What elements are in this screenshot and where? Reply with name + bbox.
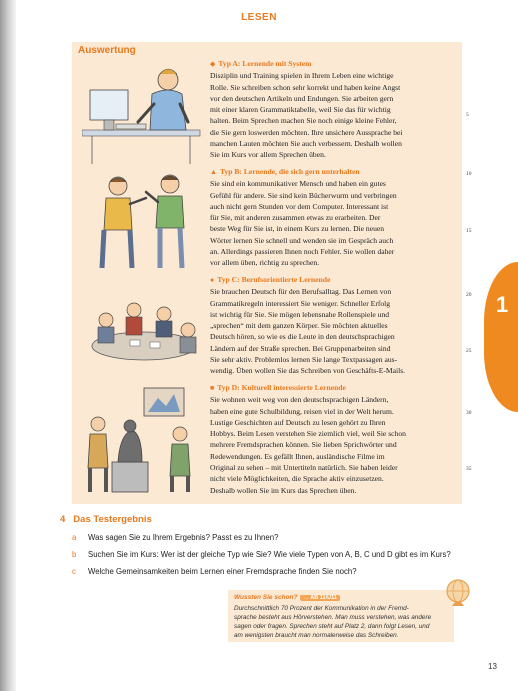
- type-a-section: [210, 58, 458, 161]
- text-line: Gefühl für andere. Sie sind kein Bücherwurm und verbringen: [210, 190, 397, 200]
- text-line: Disziplin und Training spielen in Ihrem Leben eine wichtige: [210, 71, 394, 81]
- text-line: haben eine gute Schulbildung, reisen viel in der Welt herum.: [210, 406, 394, 416]
- line-number: 20: [466, 292, 472, 298]
- book-spine-shadow: [0, 0, 16, 691]
- text-line: halten. Beim Sprechen machen Sie noch einige kleine Fehler,: [210, 116, 397, 126]
- info-box-text: [234, 604, 448, 640]
- text-line: die Sie gern loswerden möchten. Ihre unsichere Aussprache bei: [210, 127, 403, 137]
- text-line: nicht viele Möglichkeiten, die Sprache aktiv einzusetzen.: [210, 474, 384, 484]
- line-number: 30: [466, 410, 472, 416]
- info-line: Durchschnittlich 70 Prozent der Kommunikation in der Fremd-: [234, 605, 409, 612]
- type-b-section: [210, 166, 458, 269]
- text-line: Deshalb wollen Sie im Kurs das Sprechen üben.: [210, 485, 357, 495]
- task-title: [60, 514, 152, 525]
- question-c: [72, 567, 357, 576]
- info-line: sprache besteht aus Hörverstehen. Man muss verstehen, was andere: [234, 614, 432, 621]
- question-letter: c: [72, 567, 76, 576]
- text-line: Redewendungen. Es gefällt Ihnen, ausländische Filme im: [210, 451, 385, 461]
- text-line: vor allem üben, richtig zu sprechen.: [210, 258, 320, 268]
- type-b-heading: Typ B: Lernende, die sich gern unterhalten: [219, 167, 360, 176]
- globe-icon: [444, 578, 472, 610]
- question-text: Welche Gemeinsamkeiten beim Lernen einer Fremdsprache finden Sie noch?: [88, 567, 357, 576]
- text-line: Rolle. Sie schreiben schon sehr korrekt und haben keine Angst: [210, 82, 401, 92]
- question-letter: a: [72, 533, 77, 542]
- text-line: Sie wohnen weit weg von den deutschsprachigen Ländern,: [210, 395, 389, 405]
- question-text: Suchen Sie im Kurs: Wer ist der gleiche Typ wie Sie? Wie viele Typen von A, B, C und D gibt es im Kurs?: [88, 550, 451, 559]
- question-letter: b: [72, 550, 77, 559]
- text-line: vor den deutschen Artikeln und Endungen. Sie arbeiten gern: [210, 93, 394, 103]
- text-line: Sie sehr aktiv. Problemlos lernen Sie lange Textpassagen aus-: [210, 355, 398, 365]
- text-line: ist wichtig für Sie. Sie mögen lebensnahe Rollenspiele und: [210, 309, 390, 319]
- text-line: für Sie, mit anderen zusammen etwas zu erarbeiten. Der: [210, 213, 381, 223]
- text-line: Sie brauchen Deutsch für den Berufsalltag. Das Lernen von: [210, 287, 392, 297]
- info-line: sagen oder fragen. Sprechen steht auf Platz 2, dann folgt Lesen, und: [234, 623, 430, 630]
- text-line: Hobbys. Beim Lesen verstehen Sie ziemlich viel, weil Sie schon: [210, 429, 406, 439]
- text-line: an. Allerdings passieren Ihnen noch Fehler. Sie wollen daher: [210, 247, 395, 257]
- line-number: 15: [466, 228, 472, 234]
- text-line: Lustige Geschichten auf Deutsch zu lesen gehört zu Ihren: [210, 417, 386, 427]
- info-box-title: [234, 594, 340, 601]
- illustration-type-c: [84, 284, 202, 376]
- question-a: [72, 533, 278, 542]
- info-title-text: Wussten Sie schon?: [234, 594, 298, 601]
- square-icon: ■: [210, 384, 215, 392]
- chapter-tab: [484, 262, 518, 412]
- text-line: mehrere Fremdsprachen können. Sie lieben Sprichwörter und: [210, 440, 397, 450]
- type-a-heading: Typ A: Lernende mit System: [218, 59, 312, 68]
- text-line: Original zu sehen – mit Untertiteln natürlich. Sie haben leider: [210, 463, 398, 473]
- line-number: 10: [466, 171, 472, 177]
- triangle-icon: ▲: [210, 168, 217, 176]
- text-line: manchen Lauten möchten Sie auch verbessern. Deshalb wollen: [210, 139, 402, 149]
- text-line: auch nicht gern Stunden vor dem Computer. Interessant ist: [210, 201, 389, 211]
- text-line: Sie im Kurs vor allem Sprechen üben.: [210, 150, 326, 160]
- illustration-type-a: [82, 60, 202, 165]
- question-b: [72, 550, 451, 559]
- workbook-reference-tag: → AB 11/U11: [300, 595, 339, 601]
- diamond-icon: ◆: [210, 60, 216, 68]
- illustration-type-d: [84, 384, 204, 496]
- section-header: LESEN: [241, 12, 277, 23]
- text-line: beste Weg für Sie ist, in einem Kurs zu lernen. Die neuen: [210, 224, 385, 234]
- text-line: Sie sind ein kommunikativer Mensch und haben ein gutes: [210, 179, 386, 189]
- type-c-heading: Typ C: Berufsorientierte Lernende: [217, 275, 331, 284]
- line-number: 5: [466, 112, 469, 118]
- task-number: 4: [60, 514, 66, 525]
- question-text: Was sagen Sie zu Ihrem Ergebnis? Passt es zu Ihnen?: [88, 533, 279, 542]
- text-line: Grammatikregeln interessiert Sie weniger. Schneller Erfolg: [210, 298, 391, 308]
- line-number: 35: [466, 466, 472, 472]
- text-line: Ländern auf der Straße sprechen. Bei Gruppenarbeiten sind: [210, 343, 391, 353]
- type-c-section: [210, 274, 458, 377]
- type-d-heading: Typ D: Kulturell interessierte Lernende: [217, 383, 346, 392]
- circle-icon: ●: [210, 276, 215, 284]
- page-number: 13: [488, 662, 497, 671]
- text-line: mit einer klaren Grammatiktabelle, weil Sie das für wichtig: [210, 105, 391, 115]
- info-line: am wenigsten braucht man normalerweise das Schreiben.: [234, 632, 399, 639]
- chapter-number: 1: [496, 292, 509, 317]
- evaluation-title: Auswertung: [78, 45, 136, 56]
- type-d-section: [210, 382, 458, 496]
- task-title-text: Das Testergebnis: [73, 514, 152, 525]
- text-line: Wörter lernen Sie schnell und wenden sie im Gespräch auch: [210, 235, 394, 245]
- line-number: 25: [466, 348, 472, 354]
- text-line: Deutsch hören, so wie es die Leute in den deutschsprachigen: [210, 332, 395, 342]
- text-line: „sprechen“ mit dem ganzen Körper. Sie möchten aktuelles: [210, 321, 388, 331]
- text-line: wendig. Üben wollen Sie das Schreiben von Geschäfts-E-Mails.: [210, 366, 406, 376]
- illustration-type-b: [90, 172, 200, 272]
